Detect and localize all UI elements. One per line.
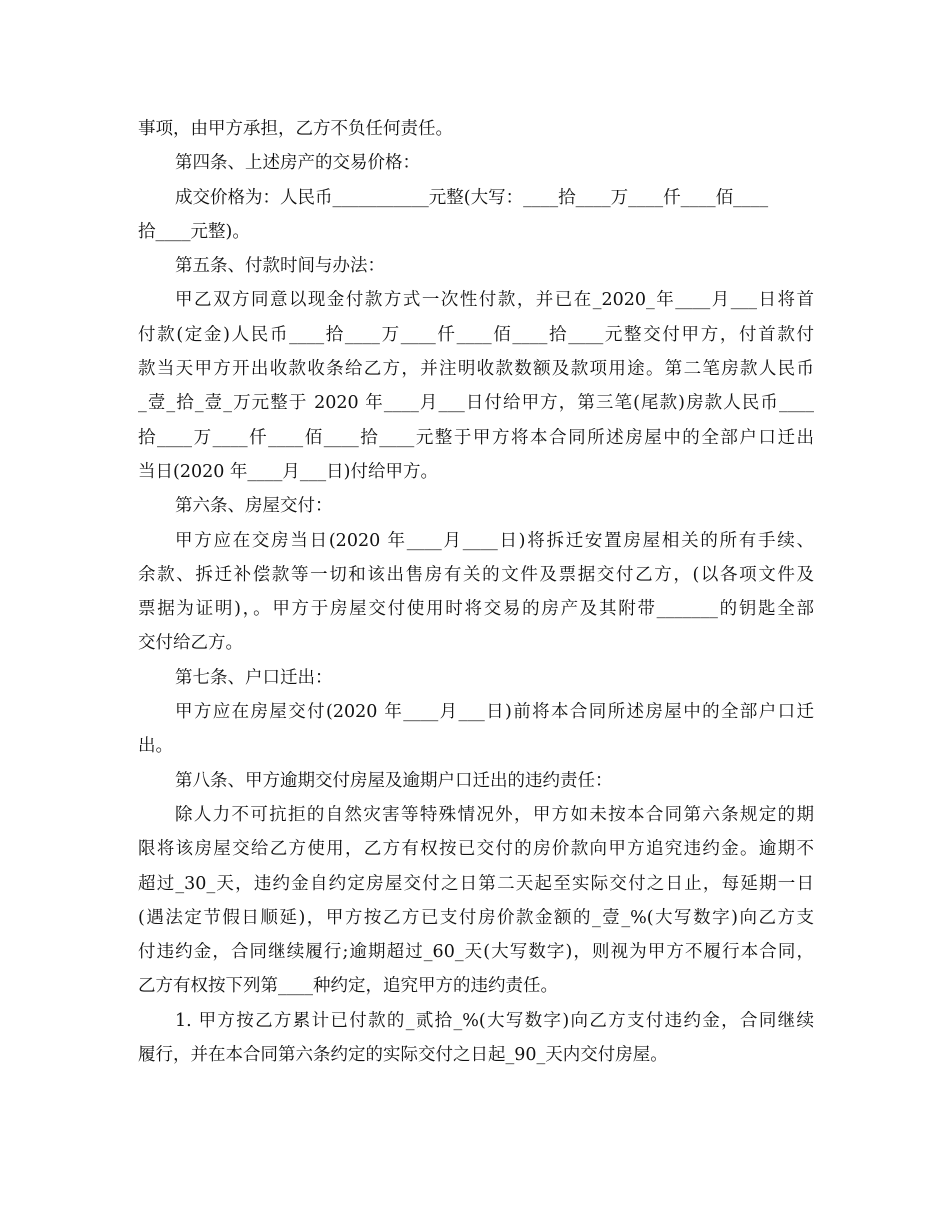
- text-line: 付款(定金)人民币____拾____万____仟____佰____拾____元整交付甲方，付首款付: [138, 324, 814, 345]
- text-line: 第六条、房屋交付：: [175, 496, 333, 517]
- text-line: 第七条、户口迁出：: [175, 667, 333, 688]
- text-line: 余款、拆迁补偿款等一切和该出售房有关的文件及票据交付乙方，(以各项文件及: [138, 564, 814, 585]
- text-line: 当日(2020 年____月___日)付给甲方。: [138, 461, 439, 482]
- text-line: 拾____万____仟____佰____拾____元整于甲方将本合同所述房屋中的全部户口迁出: [138, 427, 814, 448]
- text-line: 乙方有权按下列第____种约定，追究甲方的违约责任。: [138, 976, 558, 997]
- text-line: 甲方应在交房当日(2020 年____月____日)将拆迁安置房屋相关的所有手续、: [175, 530, 814, 551]
- text-line: 事项，由甲方承担，乙方不负任何责任。: [138, 119, 453, 139]
- text-line: 甲方应在房屋交付(2020 年____月___日)前将本合同所述房屋中的全部户口迁: [175, 702, 814, 723]
- text-line: 付违约金，合同继续履行;逾期超过_60_天(大写数字)，则视为甲方不履行本合同，: [138, 942, 814, 963]
- text-line: 限将该房屋交给乙方使用，乙方有权按已交付的房价款向甲方追究违约金。逾期不: [138, 839, 814, 860]
- text-line: 除人力不可抗拒的自然灾害等特殊情况外，甲方如未按本合同第六条规定的期: [175, 804, 814, 825]
- text-line: 第四条、上述房产的交易价格：: [175, 153, 420, 174]
- text-line: 第五条、付款时间与办法：: [175, 256, 385, 277]
- text-line: 第八条、甲方逾期交付房屋及逾期户口迁出的违约责任：: [175, 770, 613, 791]
- text-line: 交付给乙方。: [138, 633, 243, 654]
- text-line: 票据为证明)，。甲方于房屋交付使用时将交易的房产及其附带_______的钥匙全部: [138, 599, 814, 620]
- text-line: (遇法定节假日顺延)，甲方按乙方已支付房价款金额的_壹_%(大写数字)向乙方支: [138, 907, 814, 928]
- text-line: 出。: [138, 736, 173, 757]
- text-line: 拾____元整)。: [138, 221, 250, 242]
- document-page: [138, 112, 814, 1072]
- text-line: 款当天甲方开出收款收条给乙方，并注明收款数额及款项用途。第二笔房款人民币: [138, 359, 814, 380]
- text-line: 超过_30_天，违约金自约定房屋交付之日第二天起至实际交付之日止，每延期一日: [138, 873, 814, 894]
- text-line: 成交价格为：人民币___________元整(大写：____拾____万____仟____佰____: [175, 187, 769, 208]
- text-line: 1. 甲方按乙方累计已付款的_贰拾_%(大写数字)向乙方支付违约金，合同继续: [175, 1010, 814, 1031]
- text-line: _壹_拾_壹_万元整于 2020 年____月___日付给甲方，第三笔(尾款)房款人民币____: [138, 393, 814, 414]
- text-line: 甲乙双方同意以现金付款方式一次性付款，并已在_2020_年____月___日将首: [175, 290, 814, 311]
- text-line: 履行，并在本合同第六条约定的实际交付之日起_90_天内交付房屋。: [138, 1045, 668, 1066]
